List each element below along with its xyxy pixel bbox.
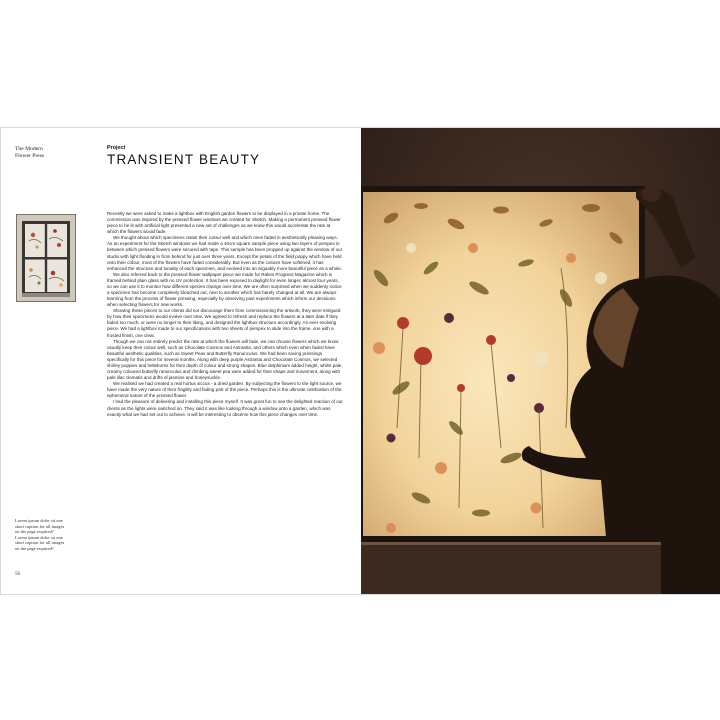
left-page [1, 128, 361, 594]
caption-line: short caption for all images [15, 523, 65, 529]
article-body [107, 211, 343, 556]
body-paragraph: I had the pleasure of delivering and installing this piece myself. It was great fun to see the delighted reaction of our clients as the lights were switched on. They said it was like looking through a window onto a garden, which was exactly what we had set out to achieve. It will be interesting to observe how this piece changes over time. [107, 399, 343, 417]
section-label: Project [107, 145, 126, 151]
window-thumbnail-image [16, 214, 76, 302]
window-illustration [17, 215, 75, 301]
book-spread [0, 127, 720, 595]
caption-line: on the page required? [15, 545, 54, 551]
brand-block [15, 146, 95, 159]
caption-line: short caption for all images [15, 540, 65, 546]
caption-line: Lorem ipsum dolor sit one [15, 518, 63, 523]
right-page [361, 128, 720, 594]
lightbox-photo [361, 128, 720, 594]
brand-line-2: Flower Press [15, 152, 45, 159]
body-paragraph: Though we can not entirely predict the rate at which the flowers will fade, we can choose flowers which we know usually keep their colour well, such as Chocolate Cosmos and Astrantia, and others which even when faded have beautiful aesthetic qualities, such as Sweet Peas and Butterfly Ranunculus. We had been saving pressings specifically for this piece for several months. Along with deep purple Astrantia and Chocolate Cosmos, we selected shirley poppies and hellebores for their depth of colour and strong shapes. Blue delphinium added height, whilst pale, creamy coloured butterfly ranunculus and climbing sweet pea were added for their shape and movement, along with pale lilac clematis and drifts of jasmine and honeysuckle. [107, 338, 343, 381]
image-caption [15, 518, 77, 552]
body-paragraph: We realised we had created a real hortus siccus - a dried garden. By subjecting the flowers to the light source, we have made the very nature of their fragility and fading part of the piece. Perhaps this is the ultimate celebration of the ephemeral nature of the pressed flower. [107, 381, 342, 399]
caption-line: Lorem ipsum dolor sit one [15, 534, 63, 540]
table-edge [361, 542, 661, 545]
body-paragraph: Showing these pieces to our clients did not discourage them from commissioning the artwork, they were intrigued by how their specimens would evolve over time. We agreed to refresh and replace the flowers at a later date if they faded too much, or were no longer to their liking, and designed the lightbox structure accordingly. An ever evolving piece. We had a lightbox made to our specifications with two sheets of perspex to slide into the frame, one with a frosted finish, one clear. [107, 308, 341, 338]
console-table [361, 542, 661, 594]
body-paragraph: We also referred back to the pressed flower wallpaper piece we made for Rakes Progress Magazine which is framed behind plain glass with no UV protection. It has been exposed to daylight for even longer, almost four years, so we can use it to monitor how different species change over time. We are often surprised when we suddenly notice a specimen has become completely bleached out, next to another which has barely changed at all. We are always learning from the process of flower pressing, especially by observing past experiments which inform our decisions when selecting flowers for new works. [107, 271, 342, 308]
body-paragraph: We thought about which specimens retain their colour well and which ones faded in aesthetically pleasing ways. As an experiment for the Sketch windows we had made a 40cm square sample piece using two layers of perspex in between which pressed flowers were secured with tape. This sample has been propped up against the window of our studio with light flooding in from behind for just over three years. Except the petals of the field poppy which have held onto their colour, most of the flowers have faded considerably. But even as the colours have softened, it has enhanced the structure and tonality of each specimen, and evolved into an arguably more beautiful piece as a whole. [107, 235, 343, 271]
body-paragraph: Recently we were asked to make a lightbox with English garden flowers to be displayed in a private home. The commission was inspired by the pressed flower windows we created for Sketch. Making a permanent pressed flower piece to be lit with artificial light presented a new set of challenges as we knew this would accelerate the rate at which the flowers would fade. [107, 211, 341, 235]
brand-line-1: The Modern [15, 146, 43, 152]
page-number: 56 [15, 572, 20, 577]
caption-line: on the page required? [15, 529, 54, 535]
page-title: TRANSIENT BEAUTY [107, 152, 261, 167]
